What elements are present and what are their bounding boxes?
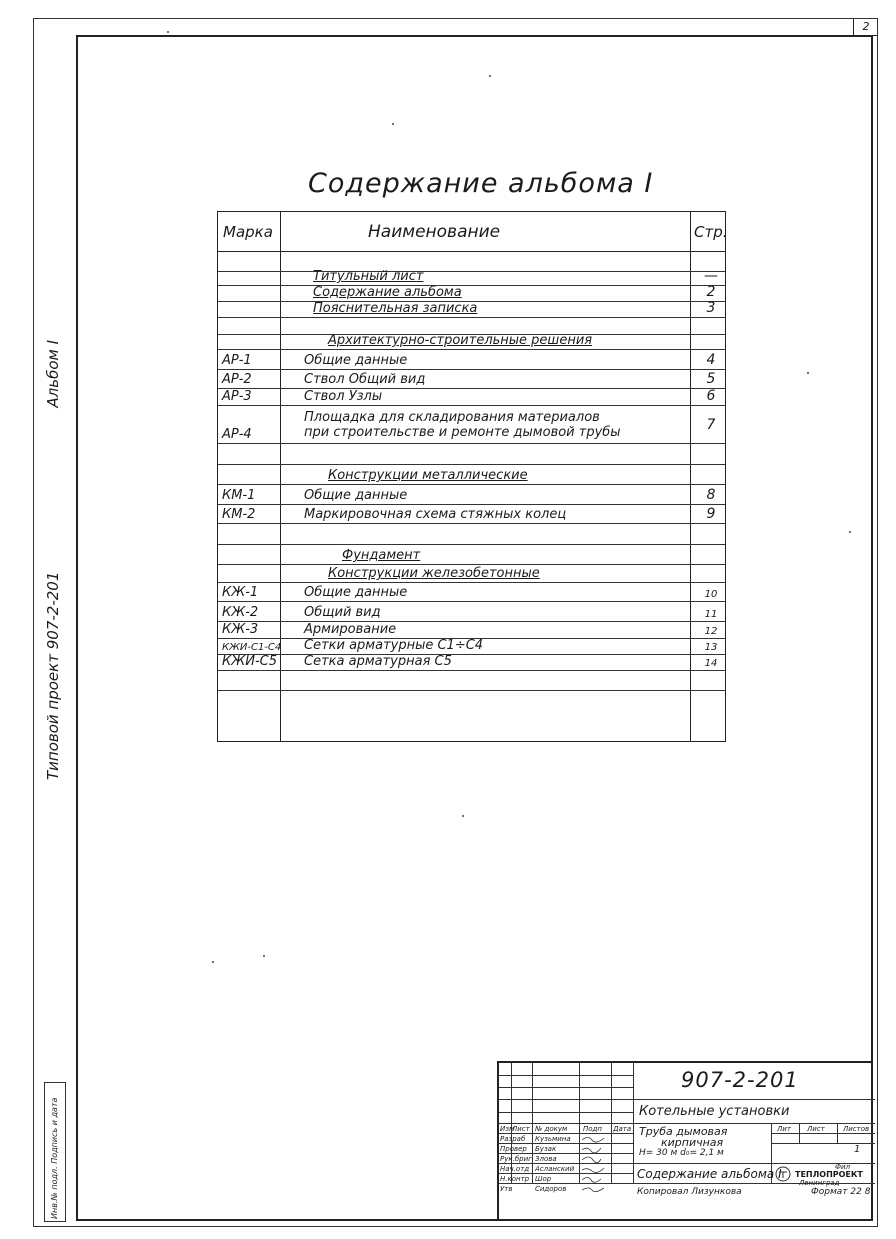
tb-role-name: Бузак xyxy=(535,1145,557,1153)
tb-role: Н.контр xyxy=(500,1175,530,1183)
tb-role: Нач.отд xyxy=(500,1165,530,1173)
table-row xyxy=(218,286,725,302)
speck xyxy=(167,31,169,33)
table-row xyxy=(218,252,725,272)
tb-sheet-title: Содержание альбома I xyxy=(637,1167,782,1181)
tb-object-name2: кирпичная xyxy=(661,1136,724,1149)
table-row xyxy=(218,485,725,505)
table-row xyxy=(218,524,725,545)
row-page: 7 xyxy=(706,417,716,433)
table-row xyxy=(218,302,725,318)
row-page: 5 xyxy=(706,371,716,387)
page-number: 2 xyxy=(853,18,878,36)
table-row xyxy=(218,444,725,465)
tb-object-name: Труба дымовая xyxy=(639,1125,728,1138)
row-name xyxy=(328,333,592,348)
stamp-strip xyxy=(44,1082,66,1222)
row-name xyxy=(304,638,483,653)
tb-sheets-header: Листов xyxy=(843,1125,870,1133)
row-mark: КЖИ-С1-С4 xyxy=(222,642,282,653)
row-name-line: при строительстве и ремонте дымовой трубы xyxy=(304,425,621,440)
row-page: 6 xyxy=(706,388,716,404)
row-name-text: Сетка арматурная С5 xyxy=(304,654,452,669)
table-header xyxy=(218,212,728,252)
tb-col-izm: Изм xyxy=(500,1125,515,1133)
contents-table xyxy=(217,211,726,742)
row-name xyxy=(304,622,396,637)
row-mark: КЖИ-С5 xyxy=(222,654,277,669)
tb-stage-header: Лит xyxy=(777,1125,791,1133)
side-label-project: Типовой проект 907-2-201 xyxy=(44,571,62,780)
speck xyxy=(489,75,491,77)
speck xyxy=(263,955,265,957)
table-row xyxy=(218,465,725,485)
tb-sheet-header: Лист xyxy=(807,1125,825,1133)
row-name-text: Общие данные xyxy=(304,488,408,503)
table-row xyxy=(218,622,725,639)
tb-col-list: Лист xyxy=(512,1125,530,1133)
row-page: — xyxy=(704,268,718,284)
tb-role-name: Злова xyxy=(535,1155,557,1163)
row-mark: КМ-1 xyxy=(222,488,256,503)
row-name xyxy=(328,468,528,483)
row-mark: КЖ-1 xyxy=(222,585,259,600)
speck xyxy=(807,372,809,374)
row-name xyxy=(304,372,425,387)
row-name xyxy=(304,605,381,620)
speck xyxy=(462,815,464,817)
speck xyxy=(849,531,851,533)
tb-role: Провер xyxy=(500,1145,527,1153)
row-name xyxy=(313,285,462,300)
row-name xyxy=(304,585,407,600)
row-name xyxy=(304,488,407,503)
tb-org-branch: Фил xyxy=(835,1163,851,1171)
row-mark: АР-2 xyxy=(222,372,252,387)
row-mark: АР-3 xyxy=(222,389,252,404)
tb-doc-code: 907-2-201 xyxy=(681,1068,799,1092)
tb-role-name: Шор xyxy=(535,1175,552,1183)
title-block xyxy=(497,1061,873,1221)
row-mark: АР-4 xyxy=(222,427,252,442)
tb-object-params: H= 30 м d₀= 2,1 м xyxy=(639,1148,724,1158)
tb-org-city: Ленинград xyxy=(799,1179,840,1187)
row-name-text: Конструкции металлические xyxy=(328,468,528,483)
side-label-album: Альбом I xyxy=(44,340,62,408)
tb-role-name: Кузьмина xyxy=(535,1135,571,1143)
row-page: 8 xyxy=(706,487,716,503)
speck xyxy=(392,123,394,125)
row-page: 3 xyxy=(706,300,716,316)
row-page: 10 xyxy=(704,589,718,600)
row-name-text: Ствол Узлы xyxy=(304,389,383,404)
tb-project-name: Котельные установки xyxy=(639,1104,790,1119)
row-mark: КЖ-3 xyxy=(222,622,259,637)
row-name-text: Фундамент xyxy=(342,548,421,563)
row-mark: КЖ-2 xyxy=(222,605,259,620)
tb-sheet-value: 1 xyxy=(854,1144,861,1155)
row-name xyxy=(304,654,452,669)
row-name-text: Маркировочная схема стяжных колец xyxy=(304,507,567,522)
row-page: 14 xyxy=(704,658,718,669)
row-page: 13 xyxy=(704,642,718,653)
stamp-strip-label: Инв.№ подл. Подпись и дата xyxy=(50,1097,59,1219)
tb-role: Рук.бриг xyxy=(500,1155,532,1163)
signatures xyxy=(579,1133,633,1193)
row-page: 12 xyxy=(704,626,718,637)
page-title: Содержание альбома I xyxy=(308,168,654,199)
row-name-text: Сетки арматурные С1÷С4 xyxy=(304,638,484,653)
table-row xyxy=(218,370,725,389)
table-row xyxy=(218,335,725,350)
table-row xyxy=(218,671,725,691)
tb-role: Утв xyxy=(500,1185,513,1193)
row-page: 4 xyxy=(706,352,716,368)
tb-role-name: Сидоров xyxy=(535,1185,567,1193)
row-page: 11 xyxy=(704,609,718,620)
row-name xyxy=(342,548,420,563)
row-name-text: Общие данные xyxy=(304,585,408,600)
header-name: Наименование xyxy=(368,222,501,242)
speck xyxy=(212,961,214,963)
table-row xyxy=(218,545,725,565)
table-row xyxy=(218,655,725,671)
row-page: 9 xyxy=(706,506,716,522)
row-name xyxy=(304,389,382,404)
row-name-text: Общие данные xyxy=(304,353,408,368)
row-name-text: Армирование xyxy=(304,622,397,637)
row-name-line: Площадка для складирования материалов xyxy=(304,410,600,425)
table-row xyxy=(218,565,725,583)
row-name-text: Содержание альбома xyxy=(313,285,462,300)
row-name-text: Ствол Общий вид xyxy=(304,372,426,387)
table-row xyxy=(218,268,725,286)
row-name xyxy=(304,410,621,440)
row-mark: КМ-2 xyxy=(222,507,256,522)
row-page: 2 xyxy=(706,284,716,300)
row-name xyxy=(328,566,540,581)
tb-col-date: Дата xyxy=(613,1125,632,1133)
tb-copied-by: Копировал Лизункова xyxy=(637,1187,742,1197)
header-mark: Марка xyxy=(223,223,273,241)
row-name-text: Конструкции железобетонные xyxy=(328,566,540,581)
row-name-text: Пояснительная записка xyxy=(313,301,478,316)
tb-role-name: Асланский xyxy=(535,1165,575,1173)
table-row xyxy=(218,505,725,524)
tb-col-doc: № докум xyxy=(535,1125,568,1133)
tb-role: Разраб xyxy=(500,1135,526,1143)
side-label xyxy=(44,340,66,780)
org-logo-icon xyxy=(775,1166,791,1182)
row-name xyxy=(313,269,423,284)
row-mark: АР-1 xyxy=(222,353,252,368)
table-row xyxy=(218,583,725,602)
tb-org-name: ТЕПЛОПРОЕКТ xyxy=(795,1170,863,1179)
table-row xyxy=(218,350,725,370)
header-page: Стр. xyxy=(694,223,728,241)
row-name-text: Архитектурно-строительные решения xyxy=(328,333,593,348)
table-row xyxy=(218,602,725,622)
table-row xyxy=(218,639,725,655)
tb-col-sign: Подп xyxy=(583,1125,602,1133)
row-name xyxy=(313,301,477,316)
row-name-text: Общий вид xyxy=(304,605,381,620)
tb-format: Формат 22 8 xyxy=(811,1187,871,1197)
table-row xyxy=(218,406,725,444)
row-name xyxy=(304,507,566,522)
row-name-text: Титульный лист xyxy=(313,269,424,284)
table-row xyxy=(218,389,725,406)
row-name xyxy=(304,353,407,368)
